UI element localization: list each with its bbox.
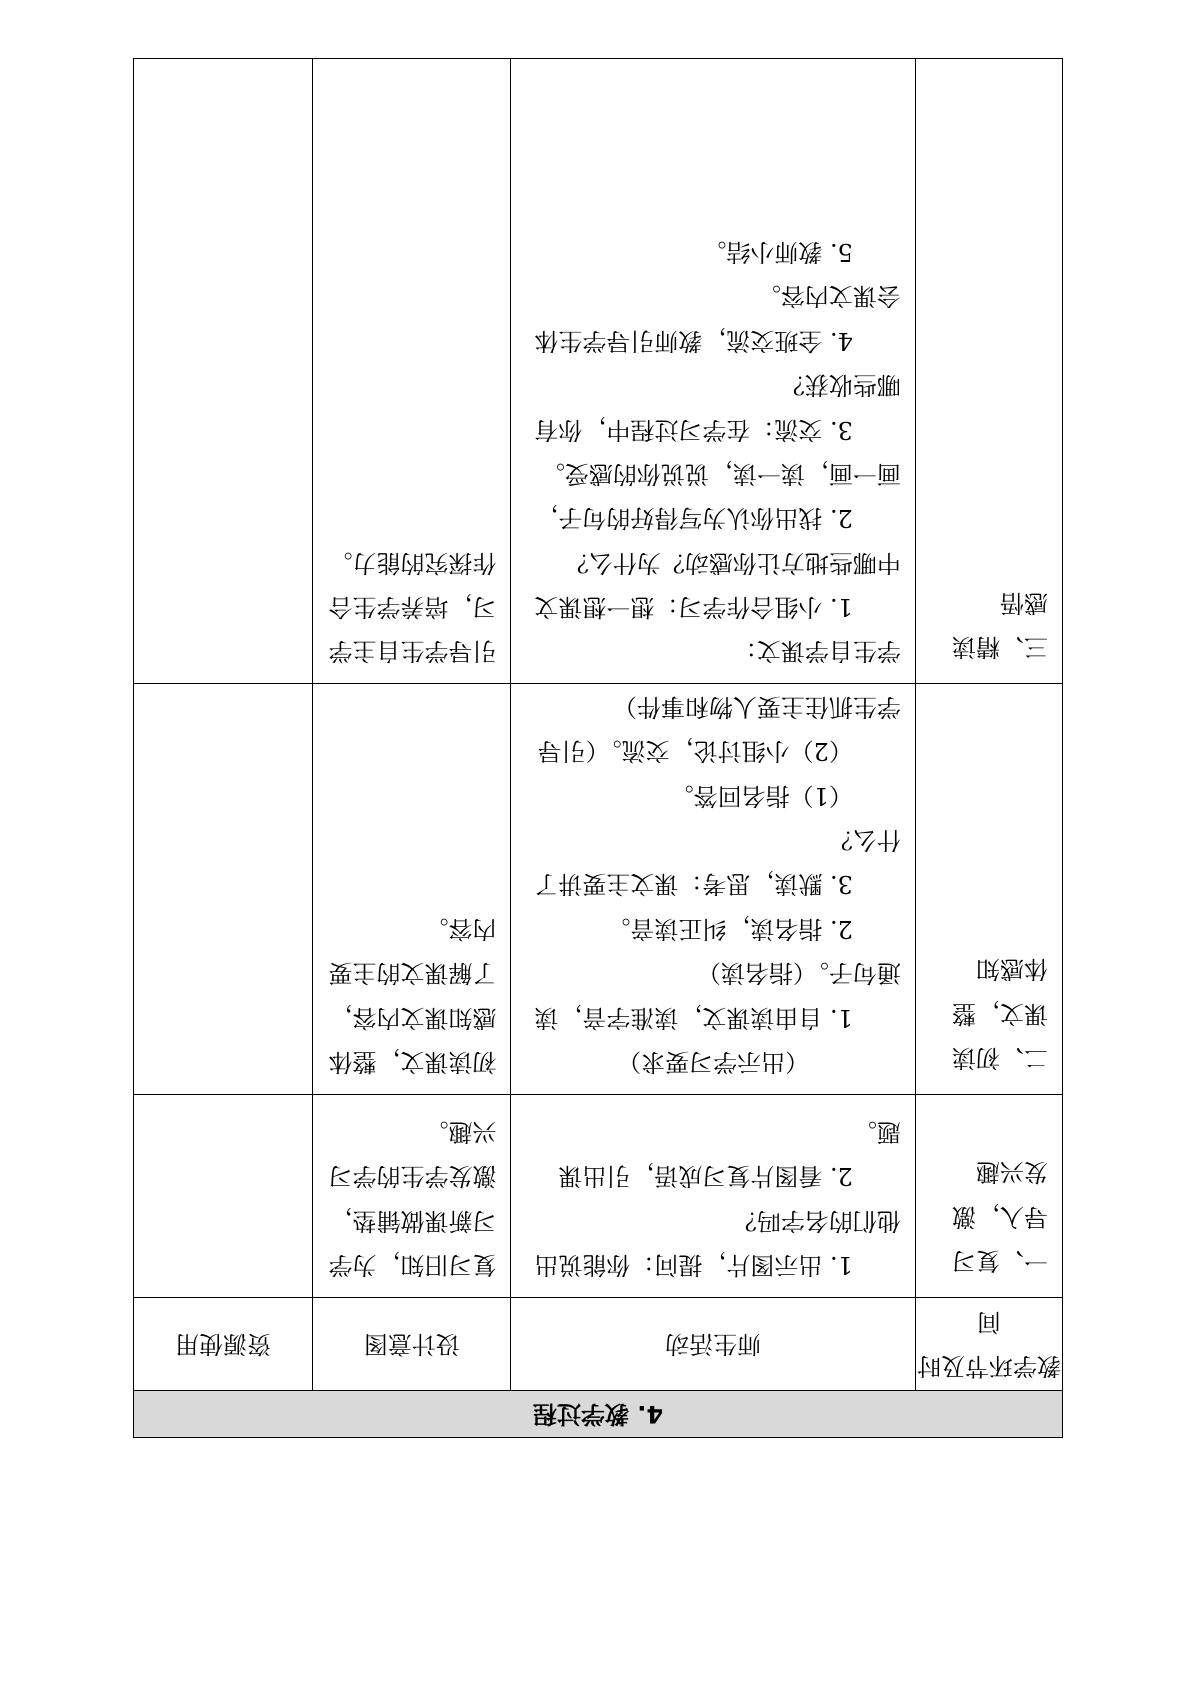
header-stage: 教学环节及时间 — [915, 1298, 1062, 1391]
activity-line: 1. 小组合作学习：想一想课文中哪些地方让你感动？为什么？ — [534, 548, 901, 622]
intent-cell: 复习旧知，为学习新课做铺垫，激发学生的学习兴趣。 — [313, 1095, 511, 1298]
activity-line: 2. 找出你认为写得好的句子，画一画，读一读，说说你的感受。 — [534, 459, 901, 533]
activity-cell — [511, 1095, 915, 1298]
stage-cell: 二、初读课文，整体感知 — [915, 684, 1062, 1095]
resource-cell — [134, 59, 313, 684]
activity-line: 5. 教师小结。 — [702, 237, 853, 266]
header-resource: 资源使用 — [134, 1298, 313, 1391]
section-title: 4. 教学过程 — [134, 1391, 1063, 1438]
activity-line: 2. 指名读，纠正读音。 — [606, 914, 853, 943]
table-row — [134, 684, 1063, 1095]
header-intent: 设计意图 — [313, 1298, 511, 1391]
activity-cell — [511, 684, 915, 1095]
activity-line: 1. 自由读课文，读准字音，读通句子。（指名读） — [534, 959, 901, 1032]
resource-cell — [134, 684, 313, 1095]
table-row — [134, 1095, 1063, 1298]
activity-line: 3. 默读，思考：课文主要讲了什么？ — [534, 826, 901, 899]
activity-cell — [511, 59, 915, 684]
intent-cell: 初读课文，整体感知课文内容，了解课文的主要内容。 — [313, 684, 511, 1095]
resource-cell — [134, 1095, 313, 1298]
stage-cell: 一、复习导入，激发兴趣 — [915, 1095, 1062, 1298]
activity-line: 3. 交流：在学习过程中，你有哪些收获？ — [534, 371, 901, 444]
activity-line: 4. 全班交流，教师引导学生体会课文内容。 — [534, 282, 901, 355]
activity-line: （出示学习要求） — [617, 1048, 810, 1076]
table-header-row — [134, 1298, 1063, 1391]
table-row — [134, 59, 1063, 684]
activity-line: 1. 出示图片，提问：你能说出他们的名字吗？ — [534, 1206, 901, 1279]
section-title-row — [134, 1391, 1063, 1438]
lesson-plan-sheet — [133, 209, 1063, 1438]
teaching-process-table — [133, 58, 1063, 1438]
activity-line: （2）小组讨论，交流。（引导学生抓住主要人物和事件） — [537, 692, 901, 766]
intent-cell: 引导学生自主学习，培养学生合作探究的能力。 — [313, 59, 511, 684]
activity-line: 2. 看图片复习成语，引出课题。 — [558, 1117, 901, 1191]
stage-cell: 三、精读感悟 — [915, 59, 1062, 684]
header-activity: 师生活动 — [511, 1298, 915, 1391]
activity-line: （1）指名回答。 — [669, 781, 853, 810]
activity-line: 学生自学课文： — [732, 637, 901, 666]
